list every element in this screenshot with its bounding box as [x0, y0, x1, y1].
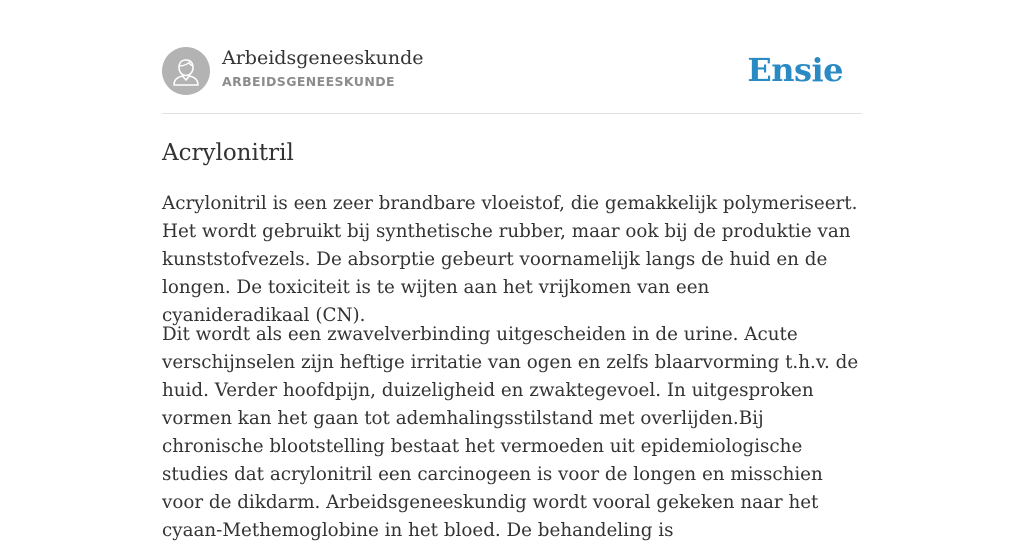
article-paragraph-1: Acrylonitril is een zeer brandbare vloeistof, die gemakkelijk polymeriseert. Het wordt gebruikt bij synthetische rubber, maar ook bij de produktie van kunststofvezels. De absorptie gebeurt voornamelijk langs de huid en de longen. De toxiciteit is te wijten aan het vrijkomen van een cyanideradikaal (CN).	[162, 193, 858, 326]
header	[162, 47, 862, 97]
article-title: Acrylonitril	[162, 140, 294, 166]
brand-logo[interactable]: Ensie	[747, 51, 843, 89]
author-name[interactable]: Arbeidsgeneeskunde	[222, 47, 424, 69]
author-subtitle[interactable]: ARBEIDSGENEESKUNDE	[222, 74, 395, 89]
user-icon	[162, 47, 210, 95]
header-divider	[162, 113, 862, 114]
avatar[interactable]	[162, 47, 210, 95]
article-paragraph-2: Dit wordt als een zwavelverbinding uitgescheiden in de urine. Acute verschijnselen zijn heftige irritatie van ogen en zelfs blaarvorming t.h.v. de huid. Verder hoofdpijn, duizeligheid en zwaktegevoel. In uitgesproken vormen kan het gaan tot ademhalingsstilstand met overlijden.Bij chronische blootstelling bestaat het vermoeden uit epidemiologische studies dat acrylonitril een carcinogeen is voor de longen en misschien voor de dikdarm. Arbeidsgeneeskundig wordt vooral gekeken naar het cyaan-Methemoglobine in het bloed. De behandeling is	[162, 324, 859, 541]
